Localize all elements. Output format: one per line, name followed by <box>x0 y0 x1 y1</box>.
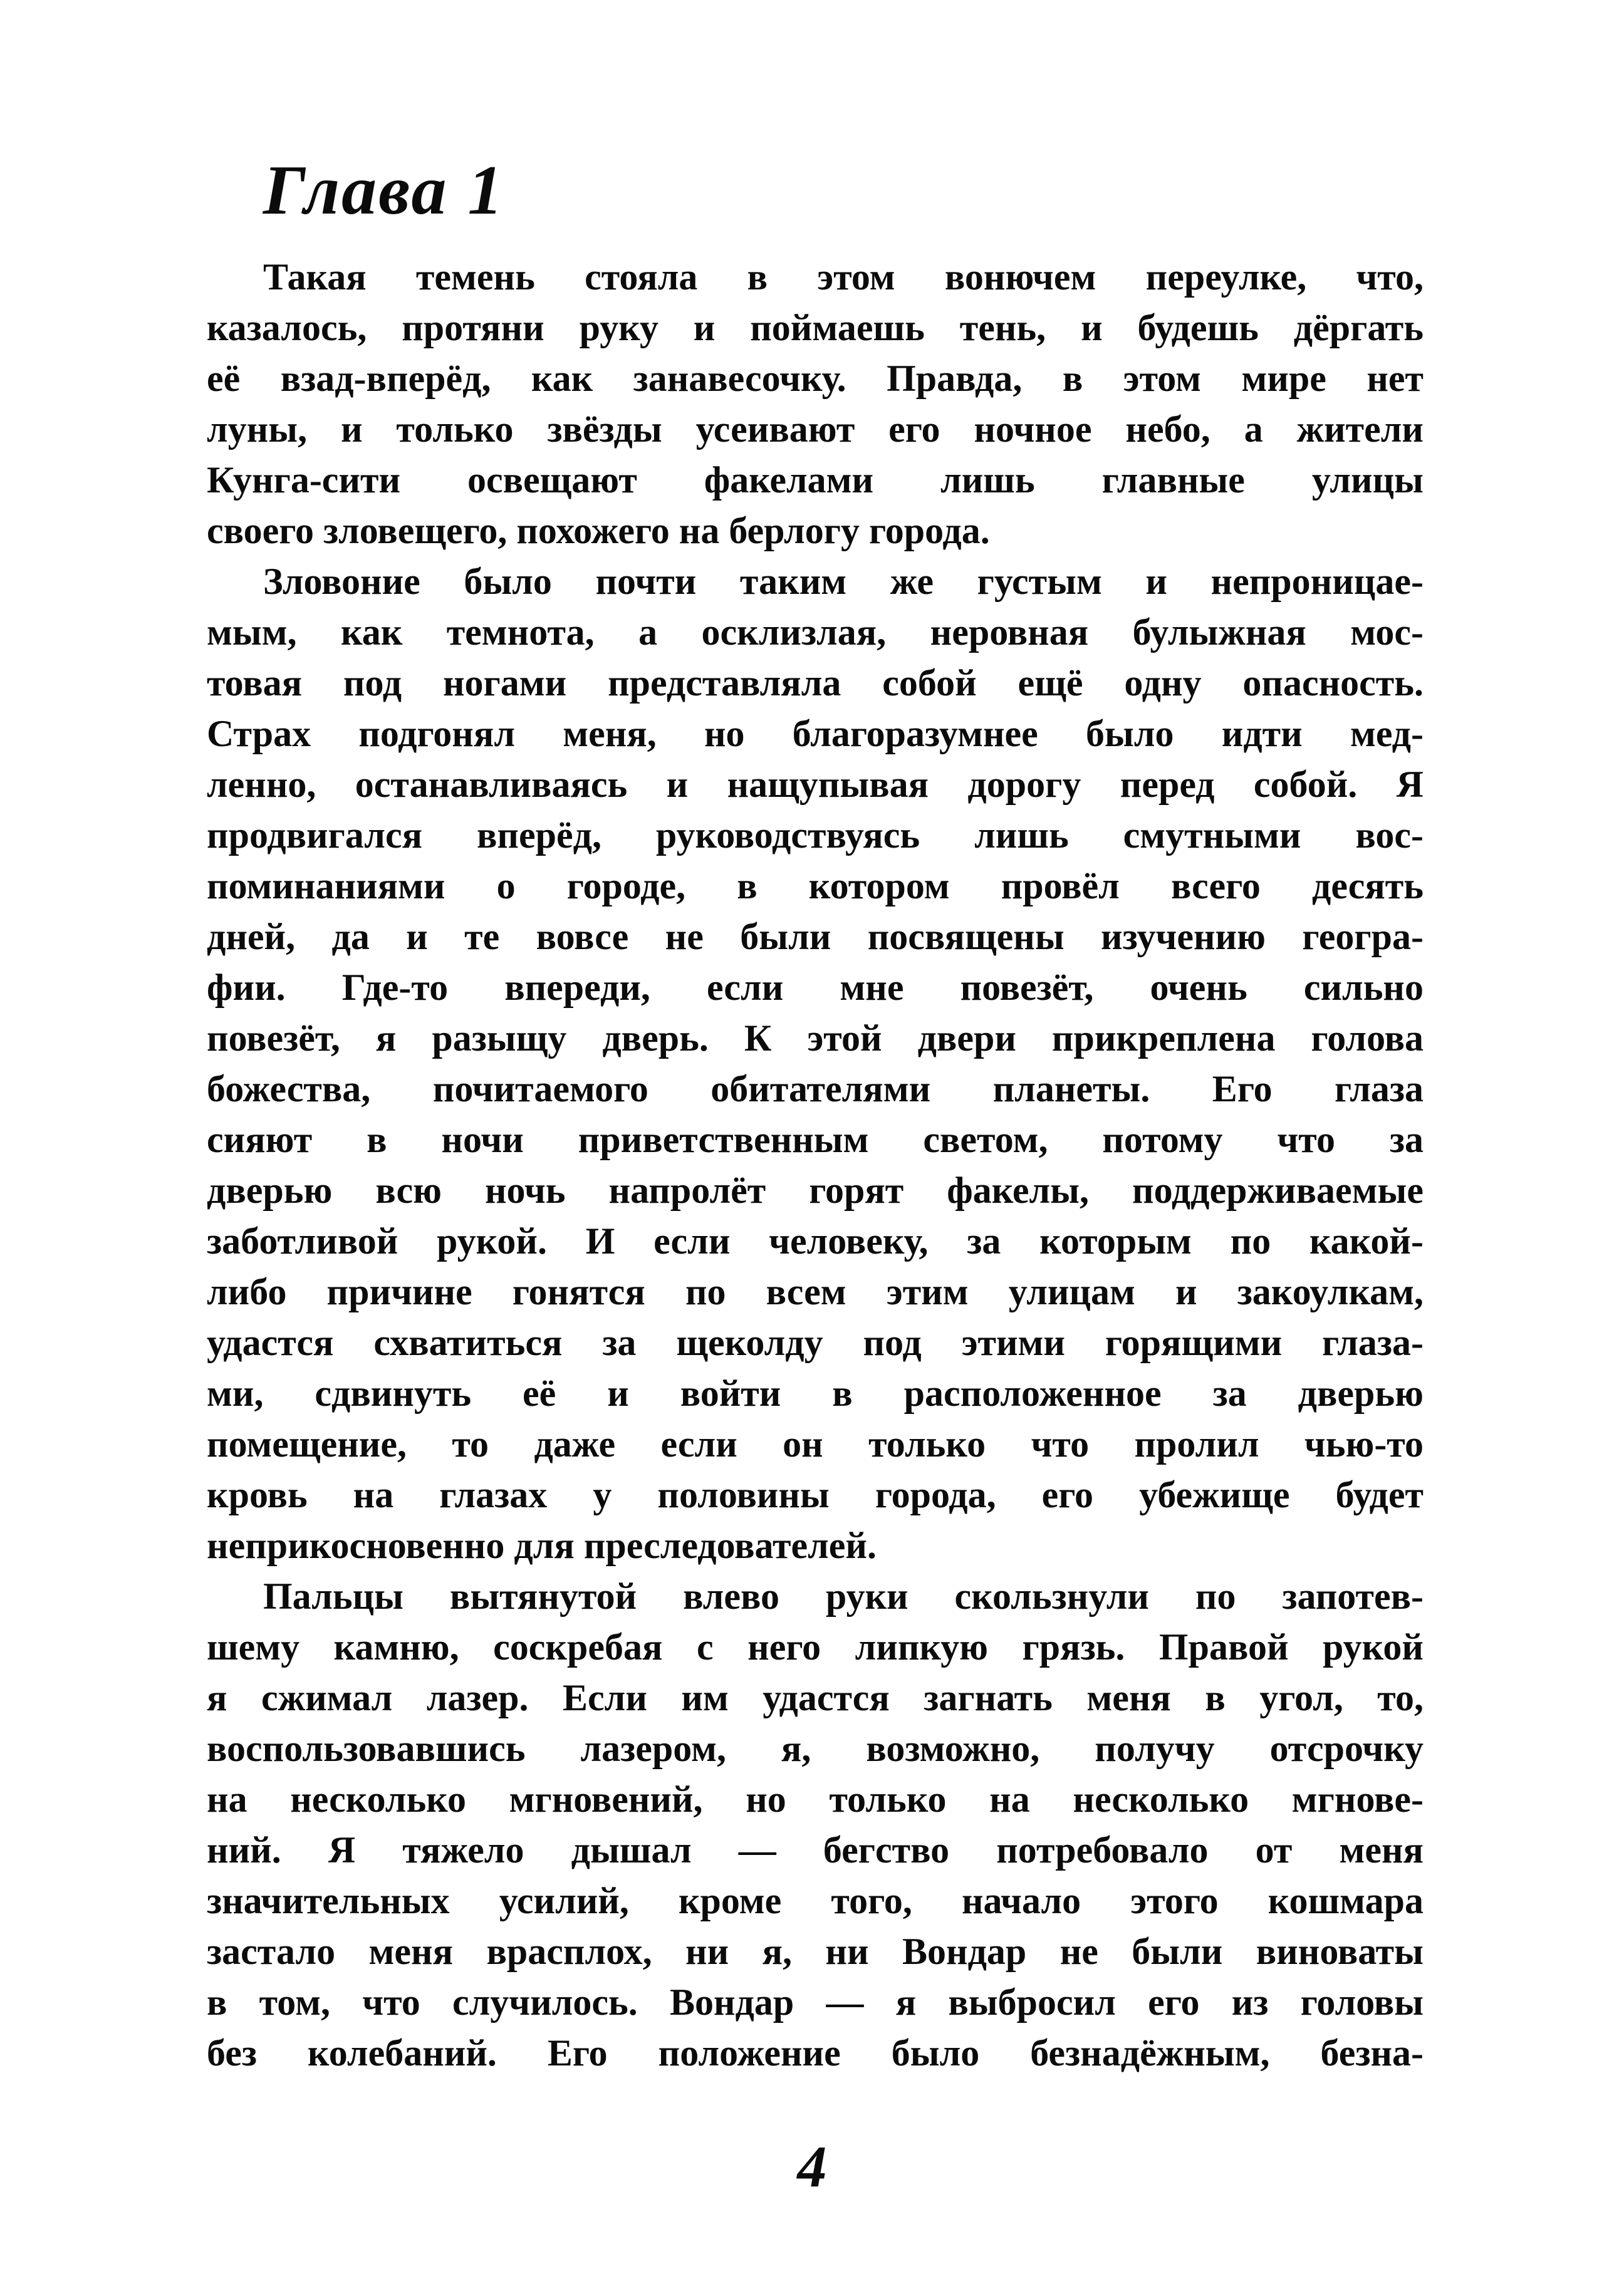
chapter-heading: Глава 1 <box>263 152 505 229</box>
text-line: Пальцы вытянутой влево руки скользнули по запотев- <box>263 1576 1424 1617</box>
text-line: ленно, останавливаясь и нащупывая дорогу перед собой. Я <box>207 764 1424 805</box>
text-line: казалось, протяни руку и поймаешь тень, и будешь дёргать <box>207 307 1424 348</box>
text-line: дней, да и те вовсе не были посвящены изучению геогра- <box>207 916 1424 957</box>
text-line: я сжимал лазер. Если им удастся загнать меня в угол, то, <box>207 1677 1424 1718</box>
text-line: своего зловещего, похожего на берлогу города. <box>207 510 990 551</box>
text-line: Кунга-сити освещают факелами лишь главные улицы <box>207 459 1424 501</box>
paragraph-1 <box>207 252 1424 556</box>
text-line: ний. Я тяжело дышал — бегство потребовало от меня <box>207 1829 1424 1871</box>
text-line: значительных усилий, кроме того, начало этого кошмара <box>207 1880 1424 1921</box>
text-line: товая под ногами представляла собой ещё одну опасность. <box>207 662 1424 704</box>
text-line: помещение, то даже если он только что пролил чью-то <box>207 1423 1424 1465</box>
text-line: мым, как темнота, а осклизлая, неровная булыжная мос- <box>207 611 1424 653</box>
text-line: фии. Где-то впереди, если мне повезёт, очень сильно <box>207 967 1424 1008</box>
text-line: кровь на глазах у половины города, его убежище будет <box>207 1474 1424 1515</box>
text-line: дверью всю ночь напролёт горят факелы, поддерживаемые <box>207 1170 1424 1211</box>
paragraph-2 <box>207 556 1424 1571</box>
text-line: заботливой рукой. И если человеку, за которым по какой- <box>207 1220 1424 1262</box>
text-line: Страх подгонял меня, но благоразумнее было идти мед- <box>207 713 1424 754</box>
text-line: удастся схватиться за щеколду под этими горящими глаза- <box>207 1322 1424 1363</box>
text-line: сияют в ночи приветственным светом, потому что за <box>207 1119 1424 1160</box>
text-line: в том, что случилось. Вондар — я выбросил его из головы <box>207 1982 1424 2023</box>
text-line: Зловоние было почти таким же густым и непроницае- <box>263 561 1424 602</box>
text-block <box>207 152 1424 2079</box>
text-line: застало меня врасплох, ни я, ни Вондар не были виноваты <box>207 1931 1424 1972</box>
page-number: 4 <box>797 2134 827 2200</box>
text-line: ми, сдвинуть её и войти в расположенное за дверью <box>207 1373 1424 1414</box>
text-line: её взад-вперёд, как занавесочку. Правда, в этом мире нет <box>207 358 1424 399</box>
text-line: Такая темень стояла в этом вонючем переулке, что, <box>263 256 1424 298</box>
text-line: луны, и только звёзды усеивают его ночное небо, а жители <box>207 408 1424 450</box>
text-line: поминаниями о городе, в котором провёл всего десять <box>207 865 1424 906</box>
text-line: на несколько мгновений, но только на несколько мгнове- <box>207 1779 1424 1820</box>
text-line: либо причине гонятся по всем этим улицам и закоулкам, <box>207 1271 1424 1312</box>
text-line: продвигался вперёд, руководствуясь лишь смутными вос- <box>207 814 1424 856</box>
text-line: неприкосновенно для преследователей. <box>207 1525 877 1566</box>
text-line: божества, почитаемого обитателями планеты. Его глаза <box>207 1068 1424 1109</box>
text-line: повезёт, я разыщу дверь. К этой двери прикреплена голова <box>207 1017 1424 1059</box>
text-line: без колебаний. Его положение было безнадёжным, безна- <box>207 2032 1424 2074</box>
text-line: шему камню, соскребая с него липкую грязь. Правой рукой <box>207 1626 1424 1668</box>
text-line: воспользовавшись лазером, я, возможно, получу отсрочку <box>207 1728 1424 1769</box>
paragraph-3 <box>207 1571 1424 2079</box>
